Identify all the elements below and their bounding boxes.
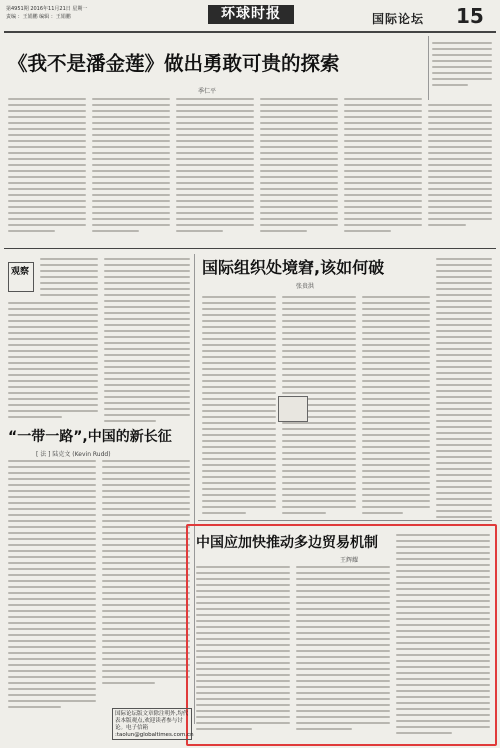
top-article-col-3	[176, 98, 254, 236]
top-right-column	[432, 42, 492, 90]
box-article-col-2	[296, 566, 390, 734]
top-article-col-1	[8, 98, 86, 236]
mid-article-col-1	[202, 296, 276, 518]
top-article-col-5	[344, 98, 422, 236]
page-number: 15	[456, 4, 484, 28]
top-article-author: 季仁平	[198, 88, 217, 95]
mid-article-author: 张贵洪	[296, 283, 315, 290]
box-article-author: 王辉耀	[340, 557, 359, 564]
section-rule	[198, 520, 492, 521]
section-title: 国际论坛	[372, 12, 425, 26]
top-article-col-6	[428, 104, 492, 230]
header-rule	[4, 31, 496, 33]
top-article-title: 《我不是潘金莲》做出勇敢可贵的探索	[8, 52, 340, 75]
footer-note: 国际论坛版文章除注明外,均代表本版观点,欢迎读者参与讨论。电子信箱 :taolun@globaltimes.com.cn	[115, 711, 194, 738]
left-article-col-3	[8, 460, 96, 712]
left-article-author: [ 法 ] 陆克文 (Kevin Rudd)	[36, 451, 111, 458]
left-article-col-2	[104, 258, 190, 426]
box-article-title: 中国应加快推动多边贸易机制	[196, 535, 378, 551]
column-divider	[428, 36, 429, 100]
masthead-logo: 环球时报	[208, 5, 294, 24]
issue-date: 第4951期 2016年11月21日 星期一	[6, 6, 88, 12]
mid-article-title: 国际组织处境窘,该如何破	[202, 258, 385, 277]
box-article-col-1	[196, 566, 290, 734]
footer-note-box	[112, 708, 192, 740]
top-article-col-2	[92, 98, 170, 236]
column-logo	[8, 262, 34, 292]
column-logo-text: 观察	[11, 267, 30, 277]
left-article-col-4	[102, 460, 190, 688]
section-rule	[4, 248, 496, 249]
box-article-col-3	[396, 534, 490, 738]
left-article-col-1a	[40, 258, 98, 300]
left-article-col-1b	[8, 302, 98, 422]
top-article-col-4	[260, 98, 338, 236]
left-article-title: “一带一路”,中国的新长征	[8, 429, 172, 445]
mid-article-col-3	[362, 296, 430, 518]
inline-illustration	[278, 396, 308, 422]
mid-article-col-4	[436, 258, 492, 522]
editor-line: 责编 ：王娟鹏 编辑 ：王娟鹏	[6, 14, 71, 20]
